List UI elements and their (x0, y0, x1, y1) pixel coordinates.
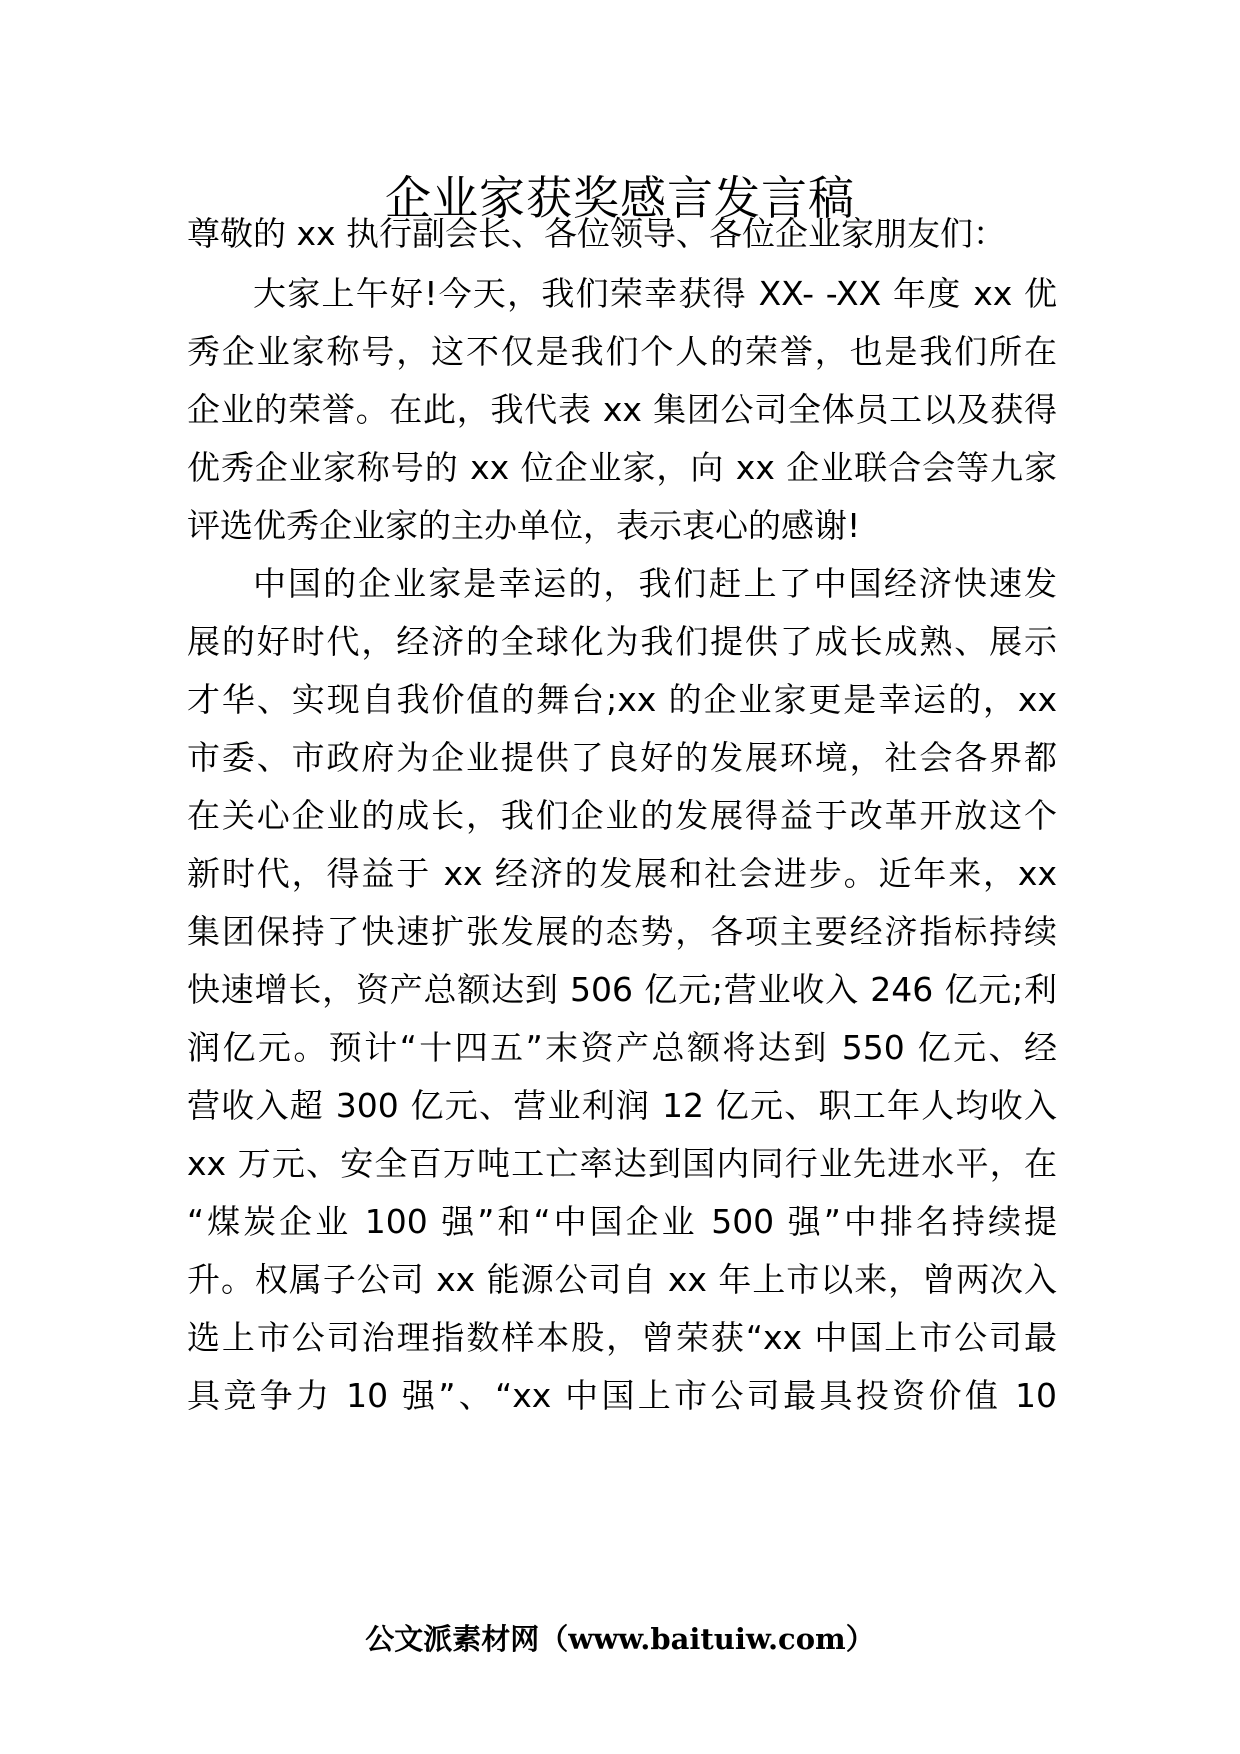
paragraph-line: 优秀企业家称号的 xx 位企业家，向 xx 企业联合会等九家 (187, 448, 1057, 487)
paragraph-line: 评选优秀企业家的主办单位，表示衷心的感谢! (187, 506, 861, 545)
paragraph-line: 秀企业家称号，这不仅是我们个人的荣誉，也是我们所在 (187, 332, 1057, 371)
paragraph-line: 润亿元。预计“十四五”末资产总额将达到 550 亿元、经 (187, 1028, 1057, 1067)
paragraph-line: 升。权属子公司 xx 能源公司自 xx 年上市以来，曾两次入 (187, 1260, 1057, 1299)
document-title: 企业家获奖感言发言稿 (385, 171, 855, 225)
paragraph-line: 大家上午好!今天，我们荣幸获得 XX- -XX 年度 xx 优 (253, 274, 1057, 313)
salutation: 尊敬的 xx 执行副会长、各位领导、各位企业家朋友们： (187, 214, 1007, 253)
paragraph-line: 具竞争力 10 强”、“xx 中国上市公司最具投资价值 10 (187, 1376, 1057, 1415)
paragraph-line: 选上市公司治理指数样本股，曾荣获“xx 中国上市公司最 (187, 1318, 1057, 1357)
paragraph-line: xx 万元、安全百万吨工亡率达到国内同行业先进水平，在 (187, 1144, 1057, 1183)
paragraph-line: 营收入超 300 亿元、营业利润 12 亿元、职工年人均收入 (187, 1086, 1057, 1125)
paragraph-line: 快速增长，资产总额达到 506 亿元;营业收入 246 亿元;利 (187, 970, 1057, 1009)
paragraph-line: 企业的荣誉。在此，我代表 xx 集团公司全体员工以及获得 (187, 390, 1057, 429)
paragraph-line: 才华、实现自我价值的舞台;xx 的企业家更是幸运的，xx (187, 680, 1057, 719)
paragraph-line: 新时代，得益于 xx 经济的发展和社会进步。近年来，xx (187, 854, 1057, 893)
paragraph-line: 集团保持了快速扩张发展的态势，各项主要经济指标持续 (187, 912, 1057, 951)
paragraph-line: 市委、市政府为企业提供了良好的发展环境，社会各界都 (187, 738, 1057, 777)
paragraph-line: 在关心企业的成长，我们企业的发展得益于改革开放这个 (187, 796, 1057, 835)
footer-watermark: 公文派素材网（www.baituiw.com） (365, 1622, 875, 1656)
paragraph-line: 中国的企业家是幸运的，我们赶上了中国经济快速发 (253, 564, 1057, 603)
paragraph-line: 展的好时代，经济的全球化为我们提供了成长成熟、展示 (187, 622, 1057, 661)
paragraph-line: “煤炭企业 100 强”和“中国企业 500 强”中排名持续提 (187, 1202, 1057, 1241)
